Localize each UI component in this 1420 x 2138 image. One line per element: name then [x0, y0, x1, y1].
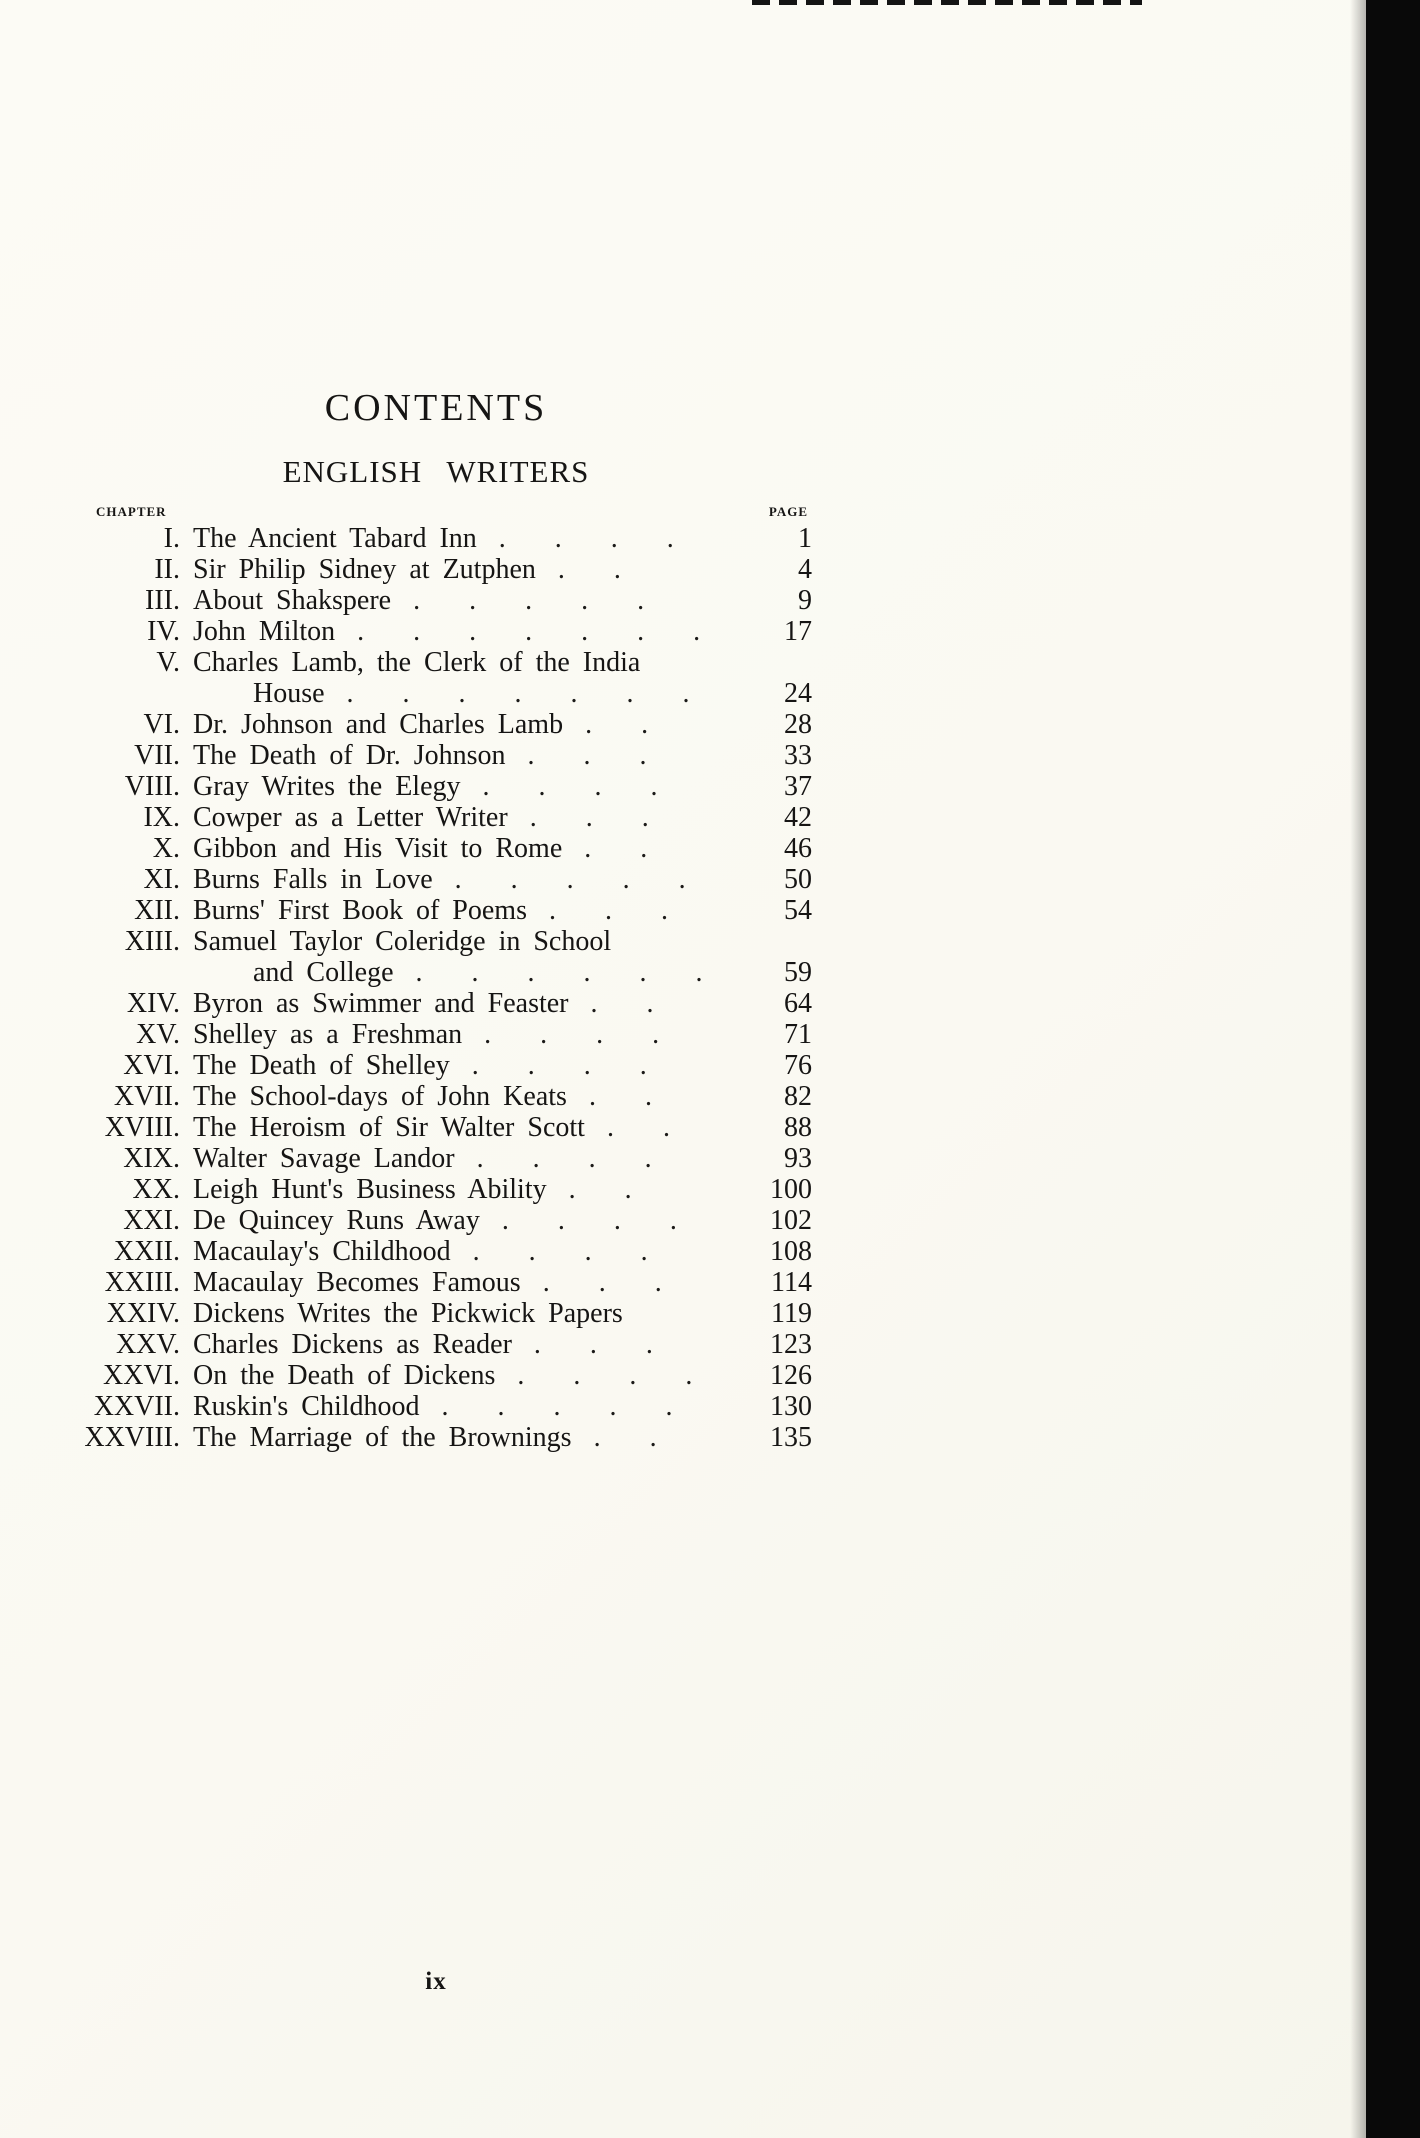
entry-title-text: About Shakspere [193, 585, 392, 616]
entry-page-number: 9 [798, 585, 812, 616]
scan-black-edge [1366, 0, 1420, 2138]
dot-leader: . . [584, 833, 648, 864]
entry-page-number: 135 [770, 1422, 812, 1453]
entry-title-continuation [180, 957, 734, 988]
dot-leader: . . . . . [441, 1391, 673, 1422]
toc-entry-row [60, 1267, 812, 1298]
toc-entry-row [60, 1391, 812, 1422]
dot-leader: . . . [527, 740, 647, 771]
entry-title [180, 1081, 734, 1112]
chapter-numeral: II. [154, 554, 180, 585]
chapter-column-header: CHAPTER [96, 504, 167, 519]
entry-page-number: 17 [784, 616, 812, 647]
contents-block [60, 386, 812, 1453]
dot-leader: . . . [548, 895, 668, 926]
chapter-numeral: XXII. [113, 1236, 180, 1267]
entry-title-text: The School-days of John Keats [193, 1081, 567, 1112]
chapter-numeral: XV. [136, 1019, 180, 1050]
entry-page-number: 100 [770, 1174, 812, 1205]
entry-title-text: Cowper as a Letter Writer [193, 802, 508, 833]
chapter-numeral: IX. [143, 802, 180, 833]
chapter-numeral: XII. [134, 895, 180, 926]
dot-leader: . . . [529, 802, 649, 833]
entry-title [180, 1329, 734, 1360]
entry-title-text: Byron as Swimmer and Feaster [193, 988, 569, 1019]
dot-leader: . . . . . [454, 864, 686, 895]
entry-title-text: and College [253, 957, 394, 988]
toc-entry-row [60, 988, 812, 1019]
chapter-numeral: XXI. [123, 1205, 180, 1236]
entry-title [180, 988, 734, 1019]
chapter-numeral: XIV. [126, 988, 180, 1019]
dot-leader: . . . . [484, 1019, 660, 1050]
entry-title [180, 709, 734, 740]
entry-title [180, 1019, 734, 1050]
toc-entry-row [60, 1174, 812, 1205]
entry-title [180, 1422, 734, 1453]
entry-title-text: Dr. Johnson and Charles Lamb [193, 709, 564, 740]
entry-title [180, 1360, 734, 1391]
page-edge-shadow [1350, 0, 1366, 2138]
chapter-numeral: XIX. [123, 1143, 180, 1174]
page-number-folio: ix [425, 1968, 447, 1995]
chapter-numeral: XXVII. [93, 1391, 180, 1422]
entry-page-number: 59 [784, 957, 812, 988]
entry-page-number: 54 [784, 895, 812, 926]
entry-title [180, 1205, 734, 1236]
entry-page-number: 123 [770, 1329, 812, 1360]
chapter-numeral: VI. [143, 709, 180, 740]
column-headers [60, 504, 812, 520]
dot-leader: . . . [533, 1329, 653, 1360]
chapter-numeral: XI. [143, 864, 180, 895]
entry-title-text: Gibbon and His Visit to Rome [193, 833, 563, 864]
chapter-numeral: V. [156, 647, 180, 678]
entry-title-text: Ruskin's Childhood [193, 1391, 420, 1422]
entry-page-number: 4 [798, 554, 812, 585]
entry-page-number: 1 [798, 523, 812, 554]
entry-title [180, 1143, 734, 1174]
chapter-numeral: XXIII. [104, 1267, 180, 1298]
toc-entry-continuation-row [60, 957, 812, 988]
toc-entry-row [60, 1298, 812, 1329]
entry-page-number: 93 [784, 1143, 812, 1174]
entry-page-number: 64 [784, 988, 812, 1019]
toc-entry-row [60, 554, 812, 585]
entry-title-text: Macaulay Becomes Famous [193, 1267, 521, 1298]
toc-entry-row [60, 1360, 812, 1391]
entry-title-text: The Ancient Tabard Inn [193, 523, 477, 554]
entry-title-text: On the Death of Dickens [193, 1360, 496, 1391]
entry-title [180, 740, 734, 771]
entry-page-number: 119 [771, 1298, 812, 1329]
entry-title [180, 864, 734, 895]
toc-entry-row [60, 926, 812, 957]
dot-leader: . . . . . . . [357, 616, 701, 647]
chapter-numeral: XXV. [115, 1329, 180, 1360]
entry-title [180, 1112, 734, 1143]
entry-title [180, 647, 734, 678]
entry-title [180, 585, 734, 616]
entry-title-text: De Quincey Runs Away [193, 1205, 480, 1236]
toc-entry-row [60, 523, 812, 554]
entry-title-text: Leigh Hunt's Business Ability [193, 1174, 547, 1205]
entry-title-text: Shelley as a Freshman [193, 1019, 463, 1050]
toc-entry-row [60, 616, 812, 647]
dot-leader: . . . . [476, 1143, 652, 1174]
entry-page-number: 50 [784, 864, 812, 895]
entry-page-number: 28 [784, 709, 812, 740]
toc-entry-row [60, 709, 812, 740]
toc-entry-row [60, 647, 812, 678]
scan-artifact-top-line [752, 0, 1142, 5]
dot-leader: . . . . [498, 523, 674, 554]
toc-entry-row [60, 740, 812, 771]
entry-title-text: Charles Dickens as Reader [193, 1329, 512, 1360]
chapter-numeral: XVII. [113, 1081, 180, 1112]
page-title: CONTENTS [324, 387, 548, 429]
chapter-numeral: VIII. [124, 771, 180, 802]
entry-page-number: 42 [784, 802, 812, 833]
entry-title-text: Macaulay's Childhood [193, 1236, 451, 1267]
toc-entry-row [60, 1050, 812, 1081]
dot-leader: . . . . . [413, 585, 645, 616]
dot-leader: . . . . [517, 1360, 693, 1391]
entry-title-text: Gray Writes the Elegy [193, 771, 461, 802]
toc-entry-row [60, 895, 812, 926]
chapter-numeral: III. [145, 585, 180, 616]
chapter-numeral: I. [163, 523, 180, 554]
entry-title-text: Burns' First Book of Poems [193, 895, 527, 926]
toc-entry-row [60, 1019, 812, 1050]
entry-title [180, 926, 734, 957]
entry-title-text: Charles Lamb, the Clerk of the India [193, 647, 641, 678]
entry-page-number: 126 [770, 1360, 812, 1391]
chapter-numeral: XVI. [123, 1050, 180, 1081]
entry-page-number: 76 [784, 1050, 812, 1081]
entry-title-text: Samuel Taylor Coleridge in School [193, 926, 612, 957]
dot-leader: . . [557, 554, 621, 585]
chapter-numeral: IV. [147, 616, 180, 647]
dot-leader: . . . . . . [415, 957, 703, 988]
entry-title [180, 1391, 734, 1422]
toc-entry-row [60, 1236, 812, 1267]
dot-leader: . . . . [472, 1236, 648, 1267]
toc-entry-continuation-row [60, 678, 812, 709]
chapter-numeral: VII. [134, 740, 180, 771]
entry-page-number: 102 [770, 1205, 812, 1236]
entry-title-text: John Milton [193, 616, 336, 647]
entry-title [180, 895, 734, 926]
entry-page-number: 114 [771, 1267, 812, 1298]
page-column-header: PAGE [768, 504, 808, 519]
toc-entry-row [60, 1329, 812, 1360]
dot-leader: . . . . [501, 1205, 677, 1236]
entry-title-text: Burns Falls in Love [193, 864, 433, 895]
entry-page-number: 108 [770, 1236, 812, 1267]
entry-page-number: 71 [784, 1019, 812, 1050]
entry-title [180, 802, 734, 833]
toc-list [60, 523, 812, 1453]
toc-entry-row [60, 833, 812, 864]
entry-title [180, 1174, 734, 1205]
toc-entry-row [60, 1205, 812, 1236]
dot-leader: . . [606, 1112, 670, 1143]
entry-title-text: The Heroism of Sir Walter Scott [193, 1112, 585, 1143]
entry-title [180, 771, 734, 802]
chapter-numeral: XXVI. [103, 1360, 180, 1391]
entry-page-number: 33 [784, 740, 812, 771]
chapter-numeral: XIII. [124, 926, 180, 957]
entry-title [180, 1267, 734, 1298]
entry-page-number: 130 [770, 1391, 812, 1422]
entry-title [180, 1050, 734, 1081]
toc-entry-row [60, 585, 812, 616]
entry-title-text: The Death of Shelley [193, 1050, 450, 1081]
toc-entry-row [60, 1143, 812, 1174]
dot-leader: . . [585, 709, 649, 740]
entry-page-number: 88 [784, 1112, 812, 1143]
toc-entry-row [60, 771, 812, 802]
entry-title-text: House [253, 678, 325, 709]
entry-title [180, 616, 734, 647]
chapter-numeral: XXVIII. [84, 1422, 180, 1453]
entry-title-text: Walter Savage Landor [193, 1143, 455, 1174]
chapter-numeral: XVIII. [104, 1112, 180, 1143]
dot-leader: . . [588, 1081, 652, 1112]
entry-title [180, 1236, 734, 1267]
entry-title-text: The Marriage of the Brownings [193, 1422, 572, 1453]
toc-entry-row [60, 1422, 812, 1453]
toc-entry-row [60, 802, 812, 833]
chapter-numeral: XXIV. [106, 1298, 180, 1329]
dot-leader: . . . . [482, 771, 658, 802]
toc-entry-row [60, 1081, 812, 1112]
dot-leader: . . . . . . . [346, 678, 690, 709]
entry-page-number: 46 [784, 833, 812, 864]
section-heading: ENGLISH WRITERS [282, 454, 590, 489]
entry-title-text: The Death of Dr. Johnson [193, 740, 506, 771]
entry-title [180, 523, 734, 554]
entry-title-continuation [180, 678, 734, 709]
dot-leader: . . . [542, 1267, 662, 1298]
entry-title-text: Sir Philip Sidney at Zutphen [193, 554, 536, 585]
dot-leader: . . [568, 1174, 632, 1205]
entry-title-text: Dickens Writes the Pickwick Papers [193, 1298, 623, 1329]
entry-page-number: 37 [784, 771, 812, 802]
chapter-numeral: X. [152, 833, 180, 864]
dot-leader: . . . . [471, 1050, 647, 1081]
chapter-numeral: XX. [132, 1174, 180, 1205]
dot-leader: . . [593, 1422, 657, 1453]
entry-page-number: 24 [784, 678, 812, 709]
toc-entry-row [60, 1112, 812, 1143]
entry-title [180, 554, 734, 585]
dot-leader: . . [590, 988, 654, 1019]
entry-title [180, 833, 734, 864]
entry-title [180, 1298, 734, 1329]
entry-page-number: 82 [784, 1081, 812, 1112]
toc-entry-row [60, 864, 812, 895]
